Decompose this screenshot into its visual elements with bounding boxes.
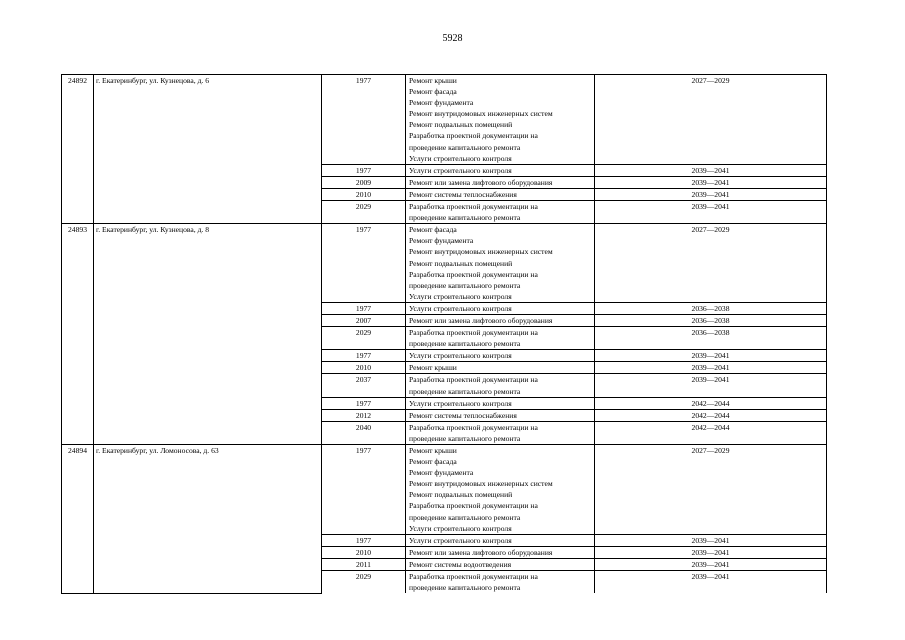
work-types-cell xyxy=(406,397,595,409)
work-types-cell xyxy=(406,302,595,314)
year-cell: 1977 xyxy=(322,445,406,535)
period-cell: 2039—2041 xyxy=(595,188,827,200)
work-types-cell xyxy=(406,176,595,188)
work-type: Ремонт крыши xyxy=(409,76,457,85)
work-types-cell xyxy=(406,421,595,444)
table-row xyxy=(62,75,827,165)
work-type: Ремонт или замена лифтового оборудования xyxy=(409,177,553,187)
period-cell: 2039—2041 xyxy=(595,362,827,374)
entry-number: 24892 xyxy=(62,75,94,224)
period-cell: 2039—2041 xyxy=(595,546,827,558)
period-cell: 2039—2041 xyxy=(595,374,827,397)
work-type: Ремонт крыши xyxy=(409,446,457,455)
page-number: 5928 xyxy=(442,33,463,44)
work-types-cell xyxy=(406,350,595,362)
year-cell: 2010 xyxy=(322,188,406,200)
period-cell: 2039—2041 xyxy=(595,164,827,176)
period-cell: 2039—2041 xyxy=(595,350,827,362)
table-row xyxy=(62,224,827,303)
period-cell: 2039—2041 xyxy=(595,201,827,224)
building-address: г. Екатеринбург, ул. Ломоносова, д. 63 xyxy=(94,445,322,594)
year-cell: 1977 xyxy=(322,302,406,314)
work-type: Услуги строительного контроля xyxy=(409,535,512,545)
year-cell: 2029 xyxy=(322,201,406,224)
work-type: проведение капитального ремонта xyxy=(409,386,521,396)
work-type: Ремонт внутридомовых инженерных систем xyxy=(409,479,553,489)
year-cell: 2029 xyxy=(322,571,406,594)
year-cell: 1977 xyxy=(322,75,406,165)
work-type: проведение капитального ремонта xyxy=(409,583,521,593)
work-types-cell xyxy=(406,534,595,546)
work-type: Ремонт фасада xyxy=(409,457,457,467)
work-types-cell xyxy=(406,327,595,350)
period-cell: 2036—2038 xyxy=(595,314,827,326)
work-type: Разработка проектной документации на xyxy=(409,572,538,582)
table-row xyxy=(62,445,827,535)
building-address: г. Екатеринбург, ул. Кузнецова, д. 8 xyxy=(94,224,322,445)
work-type: Ремонт системы водоотведения xyxy=(409,559,512,569)
period-cell: 2027—2029 xyxy=(595,224,827,303)
work-type: Ремонт системы теплоснабжения xyxy=(409,410,517,420)
work-type: Ремонт системы теплоснабжения xyxy=(409,189,517,199)
work-types-cell xyxy=(406,314,595,326)
building-address: г. Екатеринбург, ул. Кузнецова, д. 6 xyxy=(94,75,322,224)
work-types-cell xyxy=(406,546,595,558)
work-type: Услуги строительного контроля xyxy=(409,398,512,408)
work-type: Ремонт подвальных помещений xyxy=(409,120,513,130)
work-type: Ремонт крыши xyxy=(409,363,457,373)
year-cell: 2037 xyxy=(322,374,406,397)
work-type: Ремонт фасада xyxy=(409,87,457,97)
year-cell: 2010 xyxy=(322,546,406,558)
work-type: Ремонт фундамента xyxy=(409,468,474,478)
period-cell: 2042—2044 xyxy=(595,421,827,444)
work-types-cell xyxy=(406,571,595,594)
work-types-cell xyxy=(406,362,595,374)
work-types-cell xyxy=(406,374,595,397)
work-type: Ремонт фундамента xyxy=(409,236,474,246)
period-cell: 2042—2044 xyxy=(595,397,827,409)
period-cell: 2027—2029 xyxy=(595,75,827,165)
work-type: Разработка проектной документации на xyxy=(409,328,538,338)
work-type: Ремонт фундамента xyxy=(409,98,474,108)
work-type: Разработка проектной документации на xyxy=(409,422,538,432)
period-cell: 2036—2038 xyxy=(595,302,827,314)
year-cell: 2012 xyxy=(322,409,406,421)
work-type: Услуги строительного контроля xyxy=(409,165,512,175)
work-type: проведение капитального ремонта xyxy=(409,339,521,349)
work-type: Ремонт подвальных помещений xyxy=(409,258,513,268)
year-cell: 2010 xyxy=(322,362,406,374)
period-cell: 2027—2029 xyxy=(595,445,827,535)
year-cell: 1977 xyxy=(322,397,406,409)
year-cell: 1977 xyxy=(322,164,406,176)
work-type: проведение капитального ремонта xyxy=(409,433,521,443)
year-cell: 1977 xyxy=(322,350,406,362)
work-type: проведение капитального ремонта xyxy=(409,512,521,522)
work-type: проведение капитального ремонта xyxy=(409,142,521,152)
period-cell: 2042—2044 xyxy=(595,409,827,421)
work-types-cell xyxy=(406,164,595,176)
work-type: Услуги строительного контроля xyxy=(409,291,512,301)
work-type: Разработка проектной документации на xyxy=(409,269,538,279)
work-type: Ремонт фасада xyxy=(409,225,457,235)
work-types-cell xyxy=(406,75,595,165)
year-cell: 2029 xyxy=(322,327,406,350)
work-type: Услуги строительного контроля xyxy=(409,303,512,313)
year-cell: 1977 xyxy=(322,534,406,546)
work-types-cell xyxy=(406,201,595,224)
entry-number: 24894 xyxy=(62,445,94,594)
period-cell: 2036—2038 xyxy=(595,327,827,350)
work-type: Разработка проектной документации на xyxy=(409,131,538,141)
work-types-cell xyxy=(406,224,595,303)
work-types-cell xyxy=(406,445,595,535)
work-type: Разработка проектной документации на xyxy=(409,375,538,385)
year-cell: 2040 xyxy=(322,421,406,444)
period-cell: 2039—2041 xyxy=(595,176,827,188)
capital-repair-table xyxy=(61,74,827,594)
year-cell: 2011 xyxy=(322,558,406,570)
period-cell: 2039—2041 xyxy=(595,534,827,546)
work-type: Ремонт или замена лифтового оборудования xyxy=(409,315,553,325)
work-types-cell xyxy=(406,188,595,200)
work-type: Ремонт подвальных помещений xyxy=(409,490,513,500)
work-type: Ремонт или замена лифтового оборудования xyxy=(409,547,553,557)
year-cell: 2007 xyxy=(322,314,406,326)
work-type: проведение капитального ремонта xyxy=(409,213,521,223)
work-type: Разработка проектной документации на xyxy=(409,202,538,212)
work-type: проведение капитального ремонта xyxy=(409,280,521,290)
work-type: Услуги строительного контроля xyxy=(409,153,512,163)
work-type: Услуги строительного контроля xyxy=(409,523,512,533)
year-cell: 2009 xyxy=(322,176,406,188)
work-type: Ремонт внутридомовых инженерных систем xyxy=(409,247,553,257)
period-cell: 2039—2041 xyxy=(595,571,827,594)
work-type: Разработка проектной документации на xyxy=(409,501,538,511)
period-cell: 2039—2041 xyxy=(595,558,827,570)
work-type: Ремонт внутридомовых инженерных систем xyxy=(409,109,553,119)
work-type: Услуги строительного контроля xyxy=(409,351,512,361)
work-types-cell xyxy=(406,558,595,570)
year-cell: 1977 xyxy=(322,224,406,303)
work-types-cell xyxy=(406,409,595,421)
entry-number: 24893 xyxy=(62,224,94,445)
